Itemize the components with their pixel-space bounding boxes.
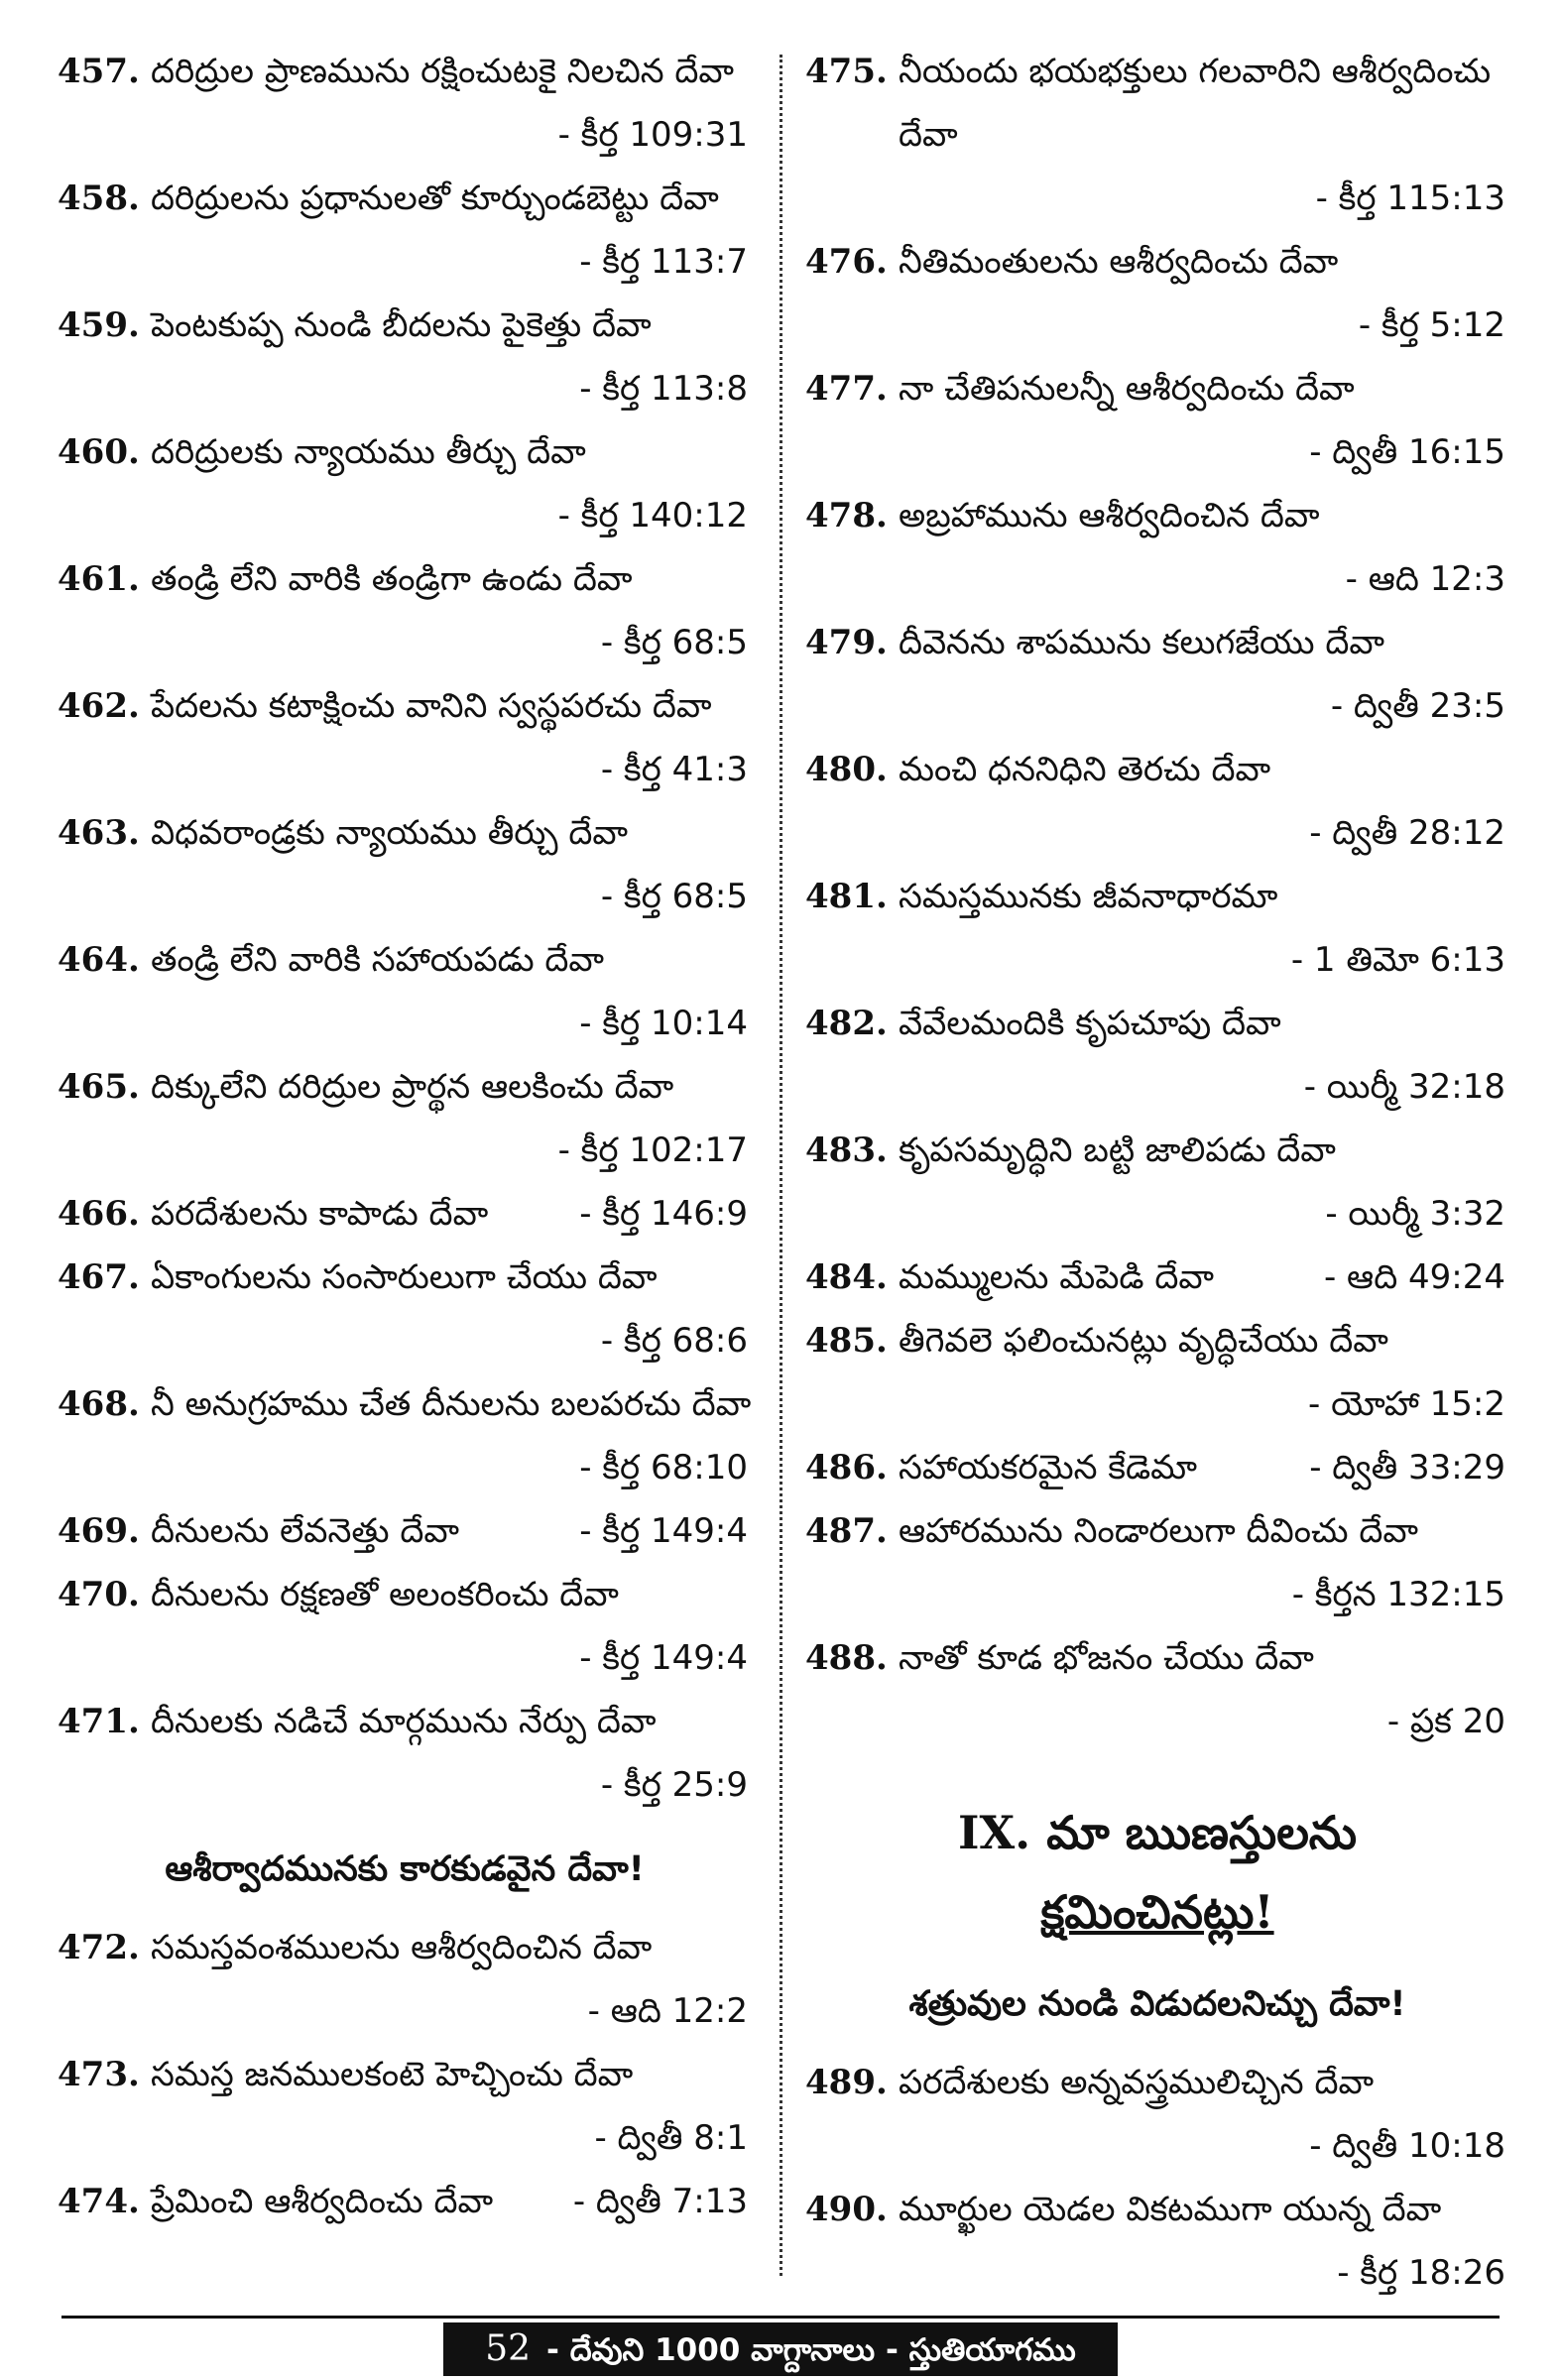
entry-text-content: దీవెనను శాపమును కలుగజేయు దేవా bbox=[899, 623, 1384, 662]
chapter-title-line1: IX. మా ఋణస్తులను bbox=[957, 1806, 1358, 1859]
promise-entry bbox=[58, 674, 752, 801]
promise-entry bbox=[805, 2051, 1509, 2178]
column-divider bbox=[780, 55, 782, 2276]
promise-entry bbox=[805, 484, 1509, 611]
entry-text-content: ప్రేమించి ఆశీర్వదించు దేవా bbox=[151, 2182, 494, 2221]
entry-text bbox=[899, 611, 1509, 738]
entry-text bbox=[151, 2043, 752, 2170]
promise-entry bbox=[58, 547, 752, 674]
entry-number: 468. bbox=[58, 1384, 140, 1424]
scripture-reference: - ఆది 12:3 bbox=[1345, 559, 1505, 599]
scripture-reference: - యోహా 15:2 bbox=[1308, 1384, 1505, 1424]
entry-text bbox=[899, 1626, 1509, 1753]
promise-entry bbox=[58, 928, 752, 1055]
entry-text bbox=[151, 801, 752, 928]
promise-entry bbox=[805, 1246, 1509, 1309]
scripture-reference: - యిర్మీ 3:32 bbox=[1325, 1194, 1505, 1234]
entry-text bbox=[899, 2178, 1509, 2305]
entry-text bbox=[151, 1372, 752, 1499]
promise-entry bbox=[58, 1690, 752, 1817]
entry-text bbox=[151, 928, 752, 1055]
entry-text bbox=[899, 2051, 1509, 2178]
promise-entry bbox=[58, 420, 752, 547]
scripture-reference: - 1 తిమో 6:13 bbox=[1290, 940, 1505, 980]
entry-text-content: ఆహారమును నిండారలుగా దీవించు దేవా bbox=[899, 1511, 1418, 1551]
promise-entry bbox=[58, 1055, 752, 1182]
entry-number: 488. bbox=[805, 1638, 888, 1678]
entry-text-content: సమస్త జనములకంటె హెచ్చించు దేవా bbox=[151, 2055, 634, 2094]
entry-number: 464. bbox=[58, 940, 140, 980]
page-number: 52 bbox=[485, 2328, 532, 2369]
entry-text-content: వేవేలమందికి కృపచూపు దేవా bbox=[899, 1004, 1281, 1043]
entry-text-content: నీతిమంతులను ఆశీర్వదించు దేవా bbox=[899, 242, 1339, 282]
entry-number: 461. bbox=[58, 559, 140, 599]
scripture-reference: - కీర్త 68:6 bbox=[600, 1321, 748, 1361]
promise-entry bbox=[805, 992, 1509, 1119]
promise-entry bbox=[58, 2043, 752, 2170]
entry-text bbox=[151, 420, 752, 547]
entry-text bbox=[151, 1563, 752, 1690]
entry-text-content: పరదేశులకు అన్నవస్త్రములిచ్చిన దేవా bbox=[899, 2063, 1375, 2102]
entry-number: 469. bbox=[58, 1511, 140, 1551]
footer-rule bbox=[61, 2316, 1500, 2319]
entry-text bbox=[151, 1182, 752, 1246]
entry-text-content: దీనులను రక్షణతో అలంకరించు దేవా bbox=[151, 1575, 619, 1614]
entry-text-content: అబ్రహామును ఆశీర్వదించిన దేవా bbox=[899, 496, 1320, 536]
promise-entry bbox=[805, 611, 1509, 738]
entry-text bbox=[899, 357, 1509, 484]
scripture-reference: - కీర్త 10:14 bbox=[579, 1004, 748, 1043]
scripture-reference: - ఆది 12:2 bbox=[587, 1991, 748, 2031]
entry-text-content: పరదేశులను కాపాడు దేవా bbox=[151, 1194, 489, 1234]
section-heading: ఆశీర్వాదమునకు కారకుడవైన దేవా! bbox=[165, 1849, 645, 1889]
promise-entry bbox=[58, 1246, 752, 1372]
entry-number: 485. bbox=[805, 1321, 888, 1361]
entry-text-content: మమ్ములను మేపెడి దేవా bbox=[899, 1257, 1214, 1297]
entry-text-content: పేదలను కటాక్షించు వానిని స్వస్థపరచు దేవా bbox=[151, 686, 712, 726]
scripture-reference: - ద్వితీ 7:13 bbox=[572, 2182, 748, 2221]
entry-number: 476. bbox=[805, 242, 888, 282]
promise-entry bbox=[805, 230, 1509, 357]
promise-entry bbox=[805, 2178, 1509, 2305]
promise-entry bbox=[58, 1182, 752, 1246]
entry-text bbox=[151, 1499, 752, 1563]
scripture-reference: - కీర్త 113:8 bbox=[579, 369, 748, 409]
entry-text bbox=[899, 1309, 1509, 1436]
promise-list bbox=[58, 1916, 752, 2233]
scripture-reference: - ద్వితీ 10:18 bbox=[1309, 2126, 1505, 2166]
entry-text-content: దరిద్రులను ప్రధానులతో కూర్చుండబెట్టు దేవా bbox=[151, 178, 719, 218]
promise-entry bbox=[805, 865, 1509, 992]
scripture-reference: - ద్వితీ 28:12 bbox=[1309, 813, 1505, 853]
entry-text-content: సమస్తవంశములను ఆశీర్వదించిన దేవా bbox=[151, 1928, 653, 1967]
promise-entry bbox=[58, 1916, 752, 2043]
promise-entry bbox=[805, 738, 1509, 865]
entry-text-content: పెంటకుప్ప నుండి బీదలను పైకెత్తు దేవా bbox=[151, 305, 652, 345]
entry-text-content: దరిద్రుల ప్రాణమును రక్షించుటకై నిలచిన దేవా bbox=[151, 52, 735, 91]
chapter-title-line2: క్షమించినట్లు! bbox=[1040, 1885, 1274, 1939]
entry-number: 484. bbox=[805, 1257, 888, 1297]
entry-text-content: తీగెవలె ఫలించునట్లు వృద్ధిచేయు దేవా bbox=[899, 1321, 1388, 1361]
entry-text-content: ఏకాంగులను సంసారులుగా చేయు దేవా bbox=[151, 1257, 658, 1297]
entry-text-content: తండ్రి లేని వారికి తండ్రిగా ఉండు దేవా bbox=[151, 559, 633, 599]
entry-number: 466. bbox=[58, 1194, 140, 1234]
scripture-reference: - కీర్త 113:7 bbox=[579, 242, 748, 282]
entry-number: 463. bbox=[58, 813, 140, 853]
entry-text-content: మంచి ధననిధిని తెరచు దేవా bbox=[899, 750, 1271, 789]
entry-number: 457. bbox=[58, 52, 140, 91]
promise-list bbox=[58, 40, 752, 1817]
entry-text bbox=[899, 1499, 1509, 1626]
entry-text bbox=[151, 547, 752, 674]
entry-number: 467. bbox=[58, 1257, 140, 1297]
entry-text bbox=[899, 230, 1509, 357]
entry-number: 477. bbox=[805, 369, 888, 409]
promise-entry bbox=[58, 167, 752, 294]
promise-entry bbox=[805, 1436, 1509, 1499]
scripture-reference: - కీర్త 25:9 bbox=[600, 1765, 748, 1805]
scripture-reference: - కీర్త 149:4 bbox=[579, 1511, 748, 1551]
entry-text-content: సహాయకరమైన కేడెమా bbox=[899, 1448, 1198, 1488]
entry-text-content: నా చేతిపనులన్నీ ఆశీర్వదించు దేవా bbox=[899, 369, 1355, 409]
scripture-reference: - కీర్త 115:13 bbox=[1315, 178, 1505, 218]
promise-entry bbox=[58, 1499, 752, 1563]
entry-text bbox=[151, 674, 752, 801]
entry-number: 478. bbox=[805, 496, 888, 536]
entry-text bbox=[151, 167, 752, 294]
promise-entry bbox=[805, 1309, 1509, 1436]
scripture-reference: - ఆది 49:24 bbox=[1323, 1257, 1505, 1297]
promise-entry bbox=[805, 1499, 1509, 1626]
entry-text-content: మూర్ఖుల యెడల వికటముగా యున్న దేవా bbox=[899, 2190, 1442, 2229]
entry-text bbox=[899, 865, 1509, 992]
entry-text bbox=[899, 1119, 1509, 1246]
promise-list bbox=[805, 2051, 1509, 2305]
right-column bbox=[805, 40, 1509, 2305]
entry-number: 475. bbox=[805, 52, 888, 91]
entry-number: 465. bbox=[58, 1067, 140, 1107]
entry-text bbox=[151, 1246, 752, 1372]
promise-entry bbox=[58, 294, 752, 420]
entry-text bbox=[151, 1916, 752, 2043]
entry-text bbox=[151, 2170, 752, 2233]
promise-entry bbox=[805, 357, 1509, 484]
entry-number: 490. bbox=[805, 2190, 888, 2229]
entry-text-content: సమస్తమునకు జీవనాధారమా bbox=[899, 877, 1278, 916]
book-title: - దేవుని 1000 వాగ్దానాలు - స్తుతియాగము bbox=[546, 2332, 1076, 2368]
entry-number: 470. bbox=[58, 1575, 140, 1614]
entry-number: 462. bbox=[58, 686, 140, 726]
entry-number: 459. bbox=[58, 305, 140, 345]
promise-list bbox=[805, 40, 1509, 1753]
scripture-reference: - ద్వితీ 16:15 bbox=[1309, 432, 1505, 472]
scripture-reference: - ద్వితీ 33:29 bbox=[1309, 1448, 1505, 1488]
entry-text-content: దీనులను లేవనెత్తు దేవా bbox=[151, 1511, 459, 1551]
entry-text bbox=[899, 484, 1509, 611]
entry-text bbox=[151, 40, 752, 167]
scripture-reference: - కీర్త 5:12 bbox=[1358, 305, 1505, 345]
scripture-reference: - కీర్త 68:5 bbox=[600, 877, 748, 916]
entry-number: 481. bbox=[805, 877, 888, 916]
entry-number: 472. bbox=[58, 1928, 140, 1967]
entry-number: 460. bbox=[58, 432, 140, 472]
scripture-reference: - కీర్త 102:17 bbox=[557, 1130, 748, 1170]
scripture-reference: - కీర్త 146:9 bbox=[579, 1194, 748, 1234]
scripture-reference: - కీర్త 68:10 bbox=[579, 1448, 748, 1488]
promise-entry bbox=[58, 1372, 752, 1499]
promise-entry bbox=[805, 1119, 1509, 1246]
entry-number: 483. bbox=[805, 1130, 888, 1170]
entry-text-content: దీనులకు నడిచే మార్గమును నేర్పు దేవా bbox=[151, 1702, 657, 1741]
entry-number: 471. bbox=[58, 1702, 140, 1741]
entry-text bbox=[899, 992, 1509, 1119]
entry-text bbox=[151, 294, 752, 420]
entry-text bbox=[899, 738, 1509, 865]
entry-number: 479. bbox=[805, 623, 888, 662]
entry-number: 473. bbox=[58, 2055, 140, 2094]
page-footer bbox=[443, 2322, 1118, 2376]
scripture-reference: - కీర్తన 132:15 bbox=[1291, 1575, 1505, 1614]
scripture-reference: - ద్వితీ 23:5 bbox=[1330, 686, 1505, 726]
scripture-reference: - యిర్మీ 32:18 bbox=[1303, 1067, 1505, 1107]
entry-text bbox=[899, 1436, 1509, 1499]
section-heading: శత్రువుల నుండి విడుదలనిచ్చు దేవా! bbox=[908, 1984, 1406, 2024]
entry-text bbox=[899, 40, 1509, 230]
scripture-reference: - కీర్త 68:5 bbox=[600, 623, 748, 662]
scripture-reference: - కీర్త 18:26 bbox=[1337, 2253, 1505, 2293]
entry-number: 474. bbox=[58, 2182, 140, 2221]
entry-number: 480. bbox=[805, 750, 888, 789]
entry-text-content: దరిద్రులకు న్యాయము తీర్చు దేవా bbox=[151, 432, 586, 472]
scripture-reference: - కీర్త 140:12 bbox=[557, 496, 748, 536]
entry-text-content: దిక్కులేని దరిద్రుల ప్రార్థన ఆలకించు దేవా bbox=[151, 1067, 674, 1107]
entry-number: 458. bbox=[58, 178, 140, 218]
entry-text-content: నీయందు భయభక్తులు గలవారిని ఆశీర్వదించు దేవా bbox=[899, 52, 1492, 155]
entry-text bbox=[151, 1690, 752, 1817]
promise-entry bbox=[805, 1626, 1509, 1753]
entry-text bbox=[151, 1055, 752, 1182]
entry-text-content: విధవరాండ్రకు న్యాయము తీర్చు దేవా bbox=[151, 813, 628, 853]
entry-text bbox=[899, 1246, 1509, 1309]
entry-text-content: తండ్రి లేని వారికి సహాయపడు దేవా bbox=[151, 940, 605, 980]
entry-text-content: నీ అనుగ్రహము చేత దీనులను బలపరచు దేవా bbox=[151, 1384, 752, 1424]
promise-entry bbox=[58, 1563, 752, 1690]
promise-entry bbox=[58, 801, 752, 928]
scripture-reference: - కీర్త 41:3 bbox=[600, 750, 748, 789]
promise-entry bbox=[58, 40, 752, 167]
entry-text-content: నాతో కూడ భోజనం చేయు దేవా bbox=[899, 1638, 1314, 1678]
entry-number: 486. bbox=[805, 1448, 888, 1488]
entry-number: 482. bbox=[805, 1004, 888, 1043]
scripture-reference: - కీర్త 109:31 bbox=[557, 115, 748, 155]
scripture-reference: - ద్వితీ 8:1 bbox=[594, 2118, 748, 2158]
entry-number: 489. bbox=[805, 2063, 888, 2102]
entry-number: 487. bbox=[805, 1511, 888, 1551]
scripture-reference: - ప్రక 20 bbox=[1386, 1702, 1505, 1741]
promise-entry bbox=[58, 2170, 752, 2233]
entry-text-content: కృపసమృద్ధిని బట్టి జాలిపడు దేవా bbox=[899, 1130, 1336, 1170]
promise-entry bbox=[805, 40, 1509, 230]
scripture-reference: - కీర్త 149:4 bbox=[579, 1638, 748, 1678]
left-column bbox=[58, 40, 752, 2233]
